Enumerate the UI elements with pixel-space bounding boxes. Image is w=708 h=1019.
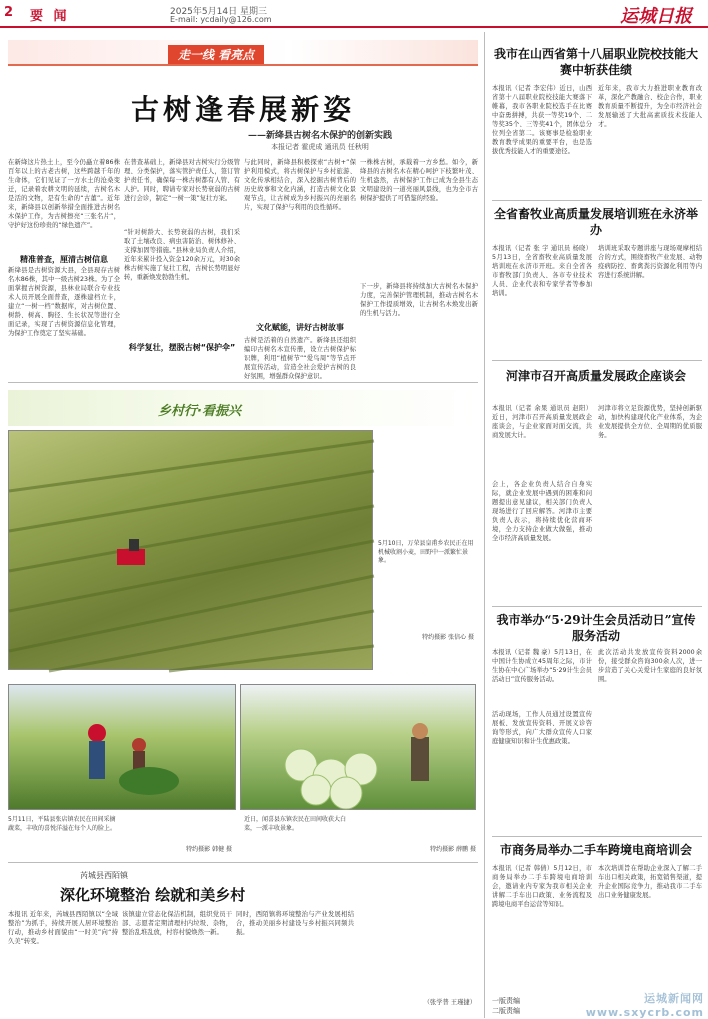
right-headline-1: 我市在山西省第十八届职业院校技能大赛中斩获佳绩 [493,47,698,77]
right-body-5b: 本次培训旨在帮助企业深入了解二手车出口相关政策，拓宽销售渠道，提升企业国际竞争力，推动我市二手车出口业务健康发展。 [598,865,702,899]
main-byline: 本报记者 霍虎成 通讯员 任秋明 [271,143,369,151]
banner-xiangcun [8,390,478,426]
article-col-2b: “针对树龄大、长势衰弱的古树，我们采取了土壤改良、病虫害防治、树体修补、支撑加固等措施。”县林业局负责人介绍，近年来累计投入资金120余万元，对30余株古树实施了复壮工程，古树长势明显好转，重新焕发勃勃生机。 [124,229,240,281]
right-body-4a: 本报讯（记者 魏 豪）5月13日，在中国计生协成立45周年之际，市计生协在中心广场举办“5·29计生会员活动日”宣传服务活动。 [492,649,592,683]
banner-label: 乡村行·看振兴 [158,404,241,419]
right-body-1b: 近年来，我市大力推进职业教育改革，深化产教融合、校企合作，职业教育质量不断提升，为全市经济社会发展输送了大批高素质技术技能人才。 [598,85,702,128]
main-headline: 古树逢春展新姿 [130,93,355,126]
issue-date: 2025年5月14日 星期三 [170,7,267,17]
right-body-4b: 活动现场，工作人员通过设置宣传展板、发放宣传资料、开展义诊咨询等形式，向广大群众宣传人口家庭健康知识和计生优惠政策。 [492,711,592,745]
editor-credit-2: 二版责编 [492,1007,520,1015]
column-divider [484,32,485,1018]
banner-label: 走一线 看亮点 [168,45,264,64]
article-col-2a: 在普查基础上，新绛县对古树实行分级管理、分类保护，落实管护责任人，签订管护责任书，确保每一株古树都有人管、有人护。同时，聘请专家对长势衰弱的古树进行会诊，制定“一树一策”复壮方案。 [124,159,240,202]
article-col-4a: 一株株古树，承载着一方乡愁。如今，新绛县的古树名木在精心呵护下枝繁叶茂、生机盎然，古树保护工作已成为全县生态文明建设的一道亮丽风景线，也为全市古树保护提供了可借鉴的经验。 [360,159,478,202]
photo-credit-right: 特约摄影 薛鹏 摄 [430,846,476,853]
contact-email: E-mail: ycdaily@126.com [170,15,272,24]
article-col-3b: 古树是活着的自然遗产。新绛县还组织编印古树名木宣传册，设立古树保护标识牌，利用“植树节”“爱鸟周”等节点开展宣传活动，营造全社会爱护古树的良好氛围，增强群众保护意识。 [244,337,356,380]
people-graphic [9,685,237,811]
article-col-1b: 新绛县是古树资源大县，全县现存古树名木86株，其中一级古树23株。为了全面掌握古树资源，县林业局联合专业技术人员开展全面普查，逐株建档立卡，建立“一树一档”数据库，对古树位置、树龄、树高、胸径、生长状况等进行全面记录，实现了古树资源信息化管理，为保护工作奠定了坚实基础。 [8,267,120,337]
right-headline-3: 河津市召开高质量发展政企座谈会 [505,369,686,383]
article-col-1a: 在新绛这片热土上，至今仍矗立着86株百年以上的古老古树，这些跨越千年的生命体，它们见证了一方水土的沧桑变迁，记录着农耕文明的延续，古树名木是活的文物，是有生命的“古董”。近年来，新绛县以创新举措全面推进古树名木保护工作，为古树擦亮“三张名片”，守护好这份珍贵的“绿色遗产”。 [8,159,120,229]
photo-harvest-field [8,430,373,670]
right-body-3b: 会上，各企业负责人结合自身实际，就企业发展中遇到的困难和问题提出意见建议，相关部门负责人现场进行了回应解答。河津市主要负责人表示，将持续优化营商环境，全力支持企业做大做强，推动全市经济高质量发展。 [492,481,592,542]
photo-credit-left: 特约摄影 韩健 摄 [186,846,232,853]
photo-cabbage-harvest [240,684,476,810]
right-body-1a: 本报讯（记者 李宏伟）近日，山西省第十八届职业院校技能大赛落下帷幕，我市各职业院校选手在比赛中奋勇拼搏，共获一等奖19个、二等奖35个、三等奖41个，团体总分位列全省第二。该赛事是检验职业教育教学成果的重要平台，也是选拔优秀技能人才的重要途径。 [492,85,592,155]
subhead-2: 科学复壮，摆脱古树“保护伞” [128,343,236,352]
watermark: 运城新闻网 www.sxycrb.com [585,992,704,1019]
divider [492,606,702,607]
right-body-3c: 河津市将立足资源优势，坚持创新驱动，加快构建现代化产业体系，为企业发展提供全方位、全周期的优质服务。 [598,405,702,439]
field-rows-graphic [9,431,374,671]
bottom-body-3: 同时，西陌镇将环境整治与产业发展相结合，推动美丽乡村建设与乡村振兴同频共振。 [236,911,354,936]
bottom-kicker: 芮城县西陌镇 [80,871,128,880]
divider [492,360,702,361]
right-body-5a: 本报讯（记者 韩倩）5月12日，市商务局举办二手车跨境电商培训会，邀请业内专家为我市相关企业讲解二手车出口政策、业务流程及跨境电商平台运营等知识。 [492,865,592,908]
divider [492,200,702,201]
section-title: 要 闻 [30,9,70,24]
article-col-3a: 与此同时，新绛县积极探索“古树+”保护利用模式，将古树保护与乡村旅游、文化传承相结合，深入挖掘古树背后的历史故事和文化内涵，打造古树文化景观节点，让古树成为乡村振兴的亮丽名片，实现了保护与利用的良性循环。 [244,159,356,211]
page-number: 2 [4,5,14,20]
right-body-4c: 此次活动共发放宣传资料2000余份，接受群众咨询300余人次，进一步营造了关心关爱计生家庭的良好氛围。 [598,649,702,683]
banner-zouyixian [8,40,478,66]
harvester-icon [117,549,145,565]
newspaper-brand: 运城日报 [620,6,692,27]
article-col-4b: 下一步，新绛县将持续加大古树名木保护力度，完善保护管理机制，推动古树名木保护工作提质增效，让古树名木焕发出新的生机与活力。 [360,283,478,317]
right-headline-4: 我市举办“5·29计生会员活动日”宣传服务活动 [496,613,696,643]
divider [8,382,478,383]
right-headline-2: 全省畜牧业高质量发展培训班在永济举办 [493,207,698,237]
photo-vegetable-picking [8,684,236,810]
masthead [0,0,708,28]
right-body-2a: 本报讯（记者 张 宇 通讯员 杨晓）5月13日，全省畜牧业高质量发展培训班在永济市开班。来自全省各市畜牧部门负责人、各市专业技术人员、企业代表和专家学者等参加培训。 [492,245,592,297]
bottom-author: （张学普 王瑾捷） [423,999,476,1006]
bottom-body-2: 该镇建立常态化保洁机制，组织党员干部、志愿者定期清理村内垃圾、杂物，整治乱堆乱放，村容村貌焕然一新。 [122,911,232,936]
editor-credit-1: 一版责编 [492,997,520,1005]
photo-caption-left: 5月11日，平陆县张店镇农民在田间采摘蔬菜，丰收的喜悦洋溢在每个人的脸上。 [8,816,117,832]
right-body-3a: 本报讯（记者 余果 通讯员 赵阳）近日，河津市召开高质量发展政企座谈会，与企业家面对面交流，共商发展大计。 [492,405,592,439]
right-body-2b: 培训班采取专题讲座与现场观摩相结合的方式，围绕畜牧产业发展、动物疫病防控、畜禽粪污资源化利用等内容进行系统讲解。 [598,245,702,279]
photo-caption-main: 5月10日，万荣县皇甫乡农民正在用机械收割小麦，田野中一派繁忙景象。 [378,540,474,564]
bottom-headline: 深化环境整治 绘就和美乡村 [60,886,246,904]
divider [8,862,478,863]
subhead-3: 文化赋能，讲好古树故事 [256,323,344,332]
photo-credit-main: 特约摄影 张信心 摄 [422,634,474,641]
bottom-body-1: 本报讯 近年来，芮城县西陌镇以“全域整治”为抓手，持续开展人居环境整治行动，推动乡村面貌由“一时美”向“持久美”转变。 [8,911,118,945]
subhead-1: 精准普查，厘清古树信息 [20,255,108,264]
photo-caption-right: 近日，闻喜县东镇农民在田间收获大白菜，一派丰收景象。 [244,816,347,832]
main-subtitle: ——新绛县古树名木保护的创新实践 [247,131,392,141]
cabbage-graphic [241,685,477,811]
divider [492,836,702,837]
right-headline-5: 市商务局举办二手车跨境电商培训会 [499,843,692,857]
